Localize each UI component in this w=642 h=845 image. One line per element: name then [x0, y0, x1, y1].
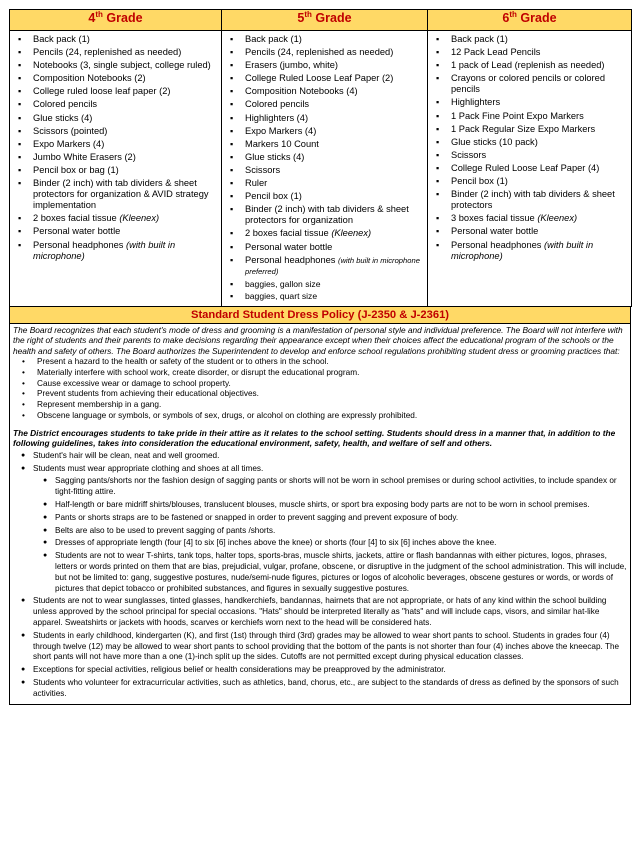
- policy-intro: The Board recognizes that each student's mode of dress and grooming is a manifestation of personal style and individual preference. The Board will not interfere with the right of students and their parents to make decisions regarding their appearance except when their choices affect the educational program of the schools or the health and safety of others. The Board authorizes the Superintendent to develop and enforce school regulations prohibiting student dress or grooming practices that:: [13, 324, 623, 356]
- supply-item-text: Expo Markers (4): [33, 138, 105, 149]
- supply-list-document: [9, 9, 631, 705]
- prohibited-practice-item: • Prevent students from achieving their educational objectives.: [31, 389, 627, 400]
- supply-item: [228, 99, 425, 110]
- supply-item: [228, 279, 425, 289]
- supply-item-text: Personal headphones: [33, 239, 127, 250]
- clothing-subrule-item: ● Belts are also to be used to prevent sagging of pants /shorts.: [43, 526, 627, 537]
- supply-item: [434, 97, 629, 108]
- supply-item: [16, 60, 219, 71]
- supply-item-note: (with built in microphone): [451, 239, 594, 261]
- supply-item: [434, 111, 629, 122]
- supply-item-text: Personal headphones: [451, 239, 545, 250]
- supply-item: [228, 126, 425, 137]
- supply-item: [228, 178, 425, 189]
- supply-item-text: Highlighters (4): [245, 112, 309, 123]
- dress-rules-list: [13, 451, 627, 595]
- supply-item-text: Back pack (1): [33, 34, 90, 44]
- supply-item: [228, 73, 425, 84]
- supply-item: [16, 165, 219, 176]
- grade-4-header: 4th Grade: [10, 10, 222, 31]
- supply-item-text: Markers 10 Count: [245, 138, 319, 149]
- supply-item-text: baggies, quart size: [245, 291, 318, 302]
- supply-item: [16, 213, 219, 224]
- supply-item-text: Pencil box (1): [245, 191, 302, 202]
- supply-item-text: 1 Pack Fine Point Expo Markers: [451, 110, 584, 121]
- prohibited-practice-item: • Present a hazard to the health or safety of the student or to others in the school.: [31, 357, 627, 368]
- supply-item: [434, 240, 629, 262]
- supply-item-note: (Kleenex): [119, 213, 160, 224]
- grade-supply-table: [9, 9, 632, 307]
- policy-encourage: The District encourages students to take pride in their attire as it relates to the school setting. Students should dress in a manner that, in addition to the following guidelines, takes into consideration the educational environment, safety, health, and welfare of self and others.: [13, 427, 616, 449]
- rule-clothing-text: Students must wear appropriate clothing and shoes at all times.: [33, 463, 264, 473]
- clothing-subrule-item: ● Dresses of appropriate length (four [4] to six [6] inches above the knee) or shorts (four [4] to six [6] inches above the knee.: [43, 538, 627, 549]
- grade-5-header: 5th Grade: [222, 10, 428, 31]
- supply-item: [228, 255, 425, 277]
- supply-item-text: 12 Pack Lead Pencils: [451, 47, 541, 58]
- clothing-subrule-item: ● Sagging pants/shorts nor the fashion design of sagging pants or shorts will not be worn in school premises or during school activities, to include spandex or tight-fitting attire.: [43, 476, 627, 498]
- prohibited-practices-list: [13, 357, 627, 421]
- supply-item-note: (Kleenex): [331, 228, 372, 239]
- supply-item: [16, 34, 219, 45]
- supply-item-text: Back pack (1): [451, 34, 508, 44]
- supply-item-text: Binder (2 inch) with tab dividers & sheet protectors: [451, 189, 615, 211]
- supply-item: [228, 60, 425, 71]
- supply-item-text: 1 Pack Regular Size Expo Markers: [451, 123, 596, 134]
- rule-hair: ● Student's hair will be clean, neat and well groomed.: [21, 451, 627, 462]
- supply-item-text: 2 boxes facial tissue: [245, 228, 332, 239]
- supply-item-text: Binder (2 inch) with tab dividers & sheet protectors for organization: [245, 204, 409, 226]
- supply-item-text: Expo Markers (4): [245, 125, 317, 136]
- supply-item-text: Scissors (pointed): [33, 125, 108, 136]
- supply-item-text: Personal water bottle: [245, 241, 333, 252]
- dress-rules-list-continued: [13, 596, 627, 699]
- supply-item: [434, 150, 629, 161]
- grade-5-supply-list: [222, 31, 427, 306]
- supply-item-text: Back pack (1): [245, 34, 302, 44]
- supply-item-text: Composition Notebooks (4): [245, 86, 358, 97]
- supply-item-note: (Kleenex): [537, 213, 578, 224]
- supply-item: [434, 137, 629, 148]
- supply-item-text: College Ruled Loose Leaf Paper (4): [451, 162, 600, 173]
- supply-item-text: Pencil box or bag (1): [33, 164, 119, 175]
- supply-item: [434, 163, 629, 174]
- supply-item: [434, 60, 629, 71]
- supply-item: [228, 86, 425, 97]
- clothing-subrules-list: [33, 476, 627, 594]
- supply-item-text: Colored pencils: [245, 99, 310, 110]
- supply-item: [16, 47, 219, 58]
- supply-item: [228, 228, 425, 239]
- supply-item-text: College Ruled Loose Leaf Paper (2): [245, 73, 394, 84]
- supply-item-text: Jumbo White Erasers (2): [33, 151, 136, 162]
- supply-item-text: Personal headphones: [245, 254, 339, 265]
- prohibited-practice-item: • Materially interfere with school work, create disorder, or disrupt the educational program.: [31, 368, 627, 379]
- supply-item-note: (with built in microphone preferred): [245, 255, 420, 276]
- supply-item-note: (with built in microphone): [33, 239, 176, 261]
- supply-item: [434, 124, 629, 135]
- supply-item: [434, 226, 629, 237]
- supply-item-text: Glue sticks (4): [245, 151, 305, 162]
- dress-rule-item: ● Students who volunteer for extracurricular activities, such as athletics, band, chorus, etc., are subject to the standards of dress as defined by the sponsors of such activities.: [21, 678, 627, 700]
- supply-item: [16, 73, 219, 84]
- dress-policy-section: [9, 307, 631, 705]
- supply-item-text: Personal water bottle: [451, 226, 539, 237]
- supply-item-text: Composition Notebooks (2): [33, 73, 146, 84]
- supply-item: [434, 73, 629, 95]
- dress-rule-item: ● Students are not to wear sunglasses, tinted glasses, handkerchiefs, bandannas, hairnets that are not appropriate, or hats of any kind within the school building unless approved by the school principal for special occasions. "Hats" should be interpreted literally as "hats" and will include caps, visors, and similar hat-like apparel. Sweatshirts or jackets with hoods, scarves or kerchiefs worn next to the head will be considered hats.: [21, 596, 627, 628]
- supply-item: [16, 240, 219, 262]
- dress-policy-title: Standard Student Dress Policy (J-2350 & J-2361): [10, 307, 630, 324]
- supply-item: [228, 291, 425, 301]
- dress-rule-item: ● Exceptions for special activities, religious belief or health considerations may be preapproved by the administrator.: [21, 665, 627, 676]
- supply-item: [228, 165, 425, 176]
- supply-item-text: 3 boxes facial tissue: [451, 213, 538, 224]
- grade-6-header: 6th Grade: [428, 10, 632, 31]
- supply-item: [228, 152, 425, 163]
- supply-item: [16, 86, 219, 97]
- supply-item-text: Erasers (jumbo, white): [245, 60, 338, 71]
- supply-item: [228, 47, 425, 58]
- supply-item-text: Colored pencils: [33, 99, 98, 110]
- supply-item-text: baggies, gallon size: [245, 278, 321, 289]
- supply-item: [434, 189, 629, 211]
- grade-4-supply-list: [10, 31, 221, 266]
- supply-item: [434, 213, 629, 224]
- clothing-subrule-item: ● Pants or shorts straps are to be fastened or snapped in order to prevent sagging and prevent exposure of body.: [43, 513, 627, 524]
- clothing-subrule-item: ● Half-length or bare midriff shirts/blouses, translucent blouses, muscle shirts, or sport bra exposing body parts are not to be worn in school premises.: [43, 500, 627, 511]
- prohibited-practice-item: • Cause excessive wear or damage to school property.: [31, 379, 627, 390]
- grade-5-column: [222, 31, 428, 307]
- supply-item: [434, 176, 629, 187]
- supply-item: [228, 113, 425, 124]
- supply-item-text: 1 pack of Lead (replenish as needed): [451, 60, 605, 71]
- supply-item-text: Glue sticks (4): [33, 112, 93, 123]
- supply-item: [16, 152, 219, 163]
- supply-item: [16, 178, 219, 211]
- supply-item: [16, 99, 219, 110]
- clothing-subrule-item: ● Students are not to wear T-shirts, tank tops, halter tops, sports-bras, muscle shirts, jackets, attire or flash bandannas with either pictures, logos, phrases, letters or words printed on them that are bias, prejudicial, vulgar, profane, obscene, or disruptive in the judgment of the school administration. This will include, but not be limited to: gang, suggestive postures, nude/semi-nude figures, pictures or logos of alcoholic beverages, obscene gestures or words, or words of pictures that depict tobacco or prohibited substances, and figures in sexually suggestive postures.: [43, 551, 627, 594]
- supply-item-text: Binder (2 inch) with tab dividers & sheet protectors for organization & AVID strategy implementation: [33, 178, 209, 211]
- supply-item-text: Scissors: [245, 164, 281, 175]
- supply-item: [16, 226, 219, 237]
- supply-item-text: College ruled loose leaf paper (2): [33, 86, 171, 97]
- dress-rule-item: ● Students in early childhood, kindergarten (K), and first (1st) through third (3rd) grades may be allowed to wear short pants to school. Students in grades four (4) through twelve (12) may be allowed to wear short pants to school providing that the bottom of the pants is not shorter than four (4) inches above the kneecap. The short pants will not have more than a one (1)-inch split up the sides. Cutoffs are not permitted except during physical education classes.: [21, 631, 627, 663]
- supply-item-text: Pencils (24, replenished as needed): [245, 47, 394, 58]
- grade-6-supply-list: [428, 31, 631, 266]
- supply-item-text: Personal water bottle: [33, 226, 121, 237]
- prohibited-practice-item: • Represent membership in a gang.: [31, 400, 627, 411]
- supply-item: [228, 34, 425, 45]
- supply-item-text: Highlighters: [451, 97, 501, 108]
- supply-item-text: Glue sticks (10 pack): [451, 136, 538, 147]
- supply-item-text: Pencil box (1): [451, 176, 508, 187]
- rule-clothing: [21, 464, 627, 595]
- grade-4-column: [10, 31, 222, 307]
- supply-item-text: Crayons or colored pencils or colored pencils: [451, 73, 605, 95]
- supply-item-text: Ruler: [245, 178, 268, 189]
- supply-item: [228, 191, 425, 202]
- supply-item-text: Scissors: [451, 149, 487, 160]
- supply-item-text: 2 boxes facial tissue: [33, 213, 120, 224]
- supply-item: [16, 139, 219, 150]
- supply-item: [434, 47, 629, 58]
- supply-item: [16, 126, 219, 137]
- supply-item: [228, 204, 425, 226]
- grade-6-column: [428, 31, 632, 307]
- supply-item: [228, 242, 425, 253]
- prohibited-practice-item: • Obscene language or symbols, or symbols of sex, drugs, or alcohol on clothing are expressly prohibited.: [31, 411, 627, 422]
- supply-item: [434, 34, 629, 45]
- supply-item-text: Pencils (24, replenished as needed): [33, 47, 182, 58]
- supply-item: [228, 139, 425, 150]
- supply-item: [16, 113, 219, 124]
- supply-item-text: Notebooks (3, single subject, college ruled): [33, 60, 211, 71]
